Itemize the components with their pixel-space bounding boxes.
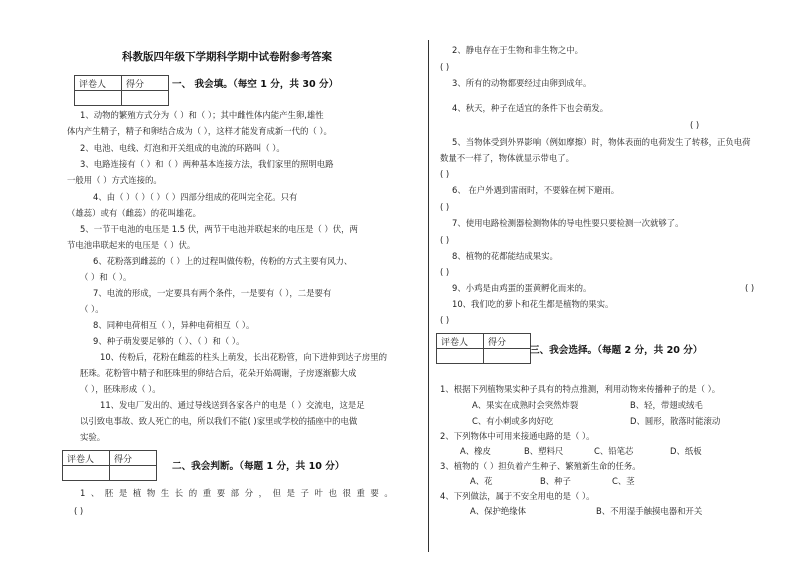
score-cell bbox=[484, 349, 531, 364]
answer-blank: ( ) bbox=[690, 120, 700, 130]
question-line: 一般用（ ）方式连接的。 bbox=[67, 175, 162, 185]
judge-question: 1、胚是植物生长的重要部分，但是子叶也很重要。 bbox=[80, 488, 399, 498]
answer-blank: ( ) bbox=[440, 235, 450, 245]
question-line: 节电池串联起来的电压是（ ）伏。 bbox=[67, 240, 196, 250]
judge-question: 6、 在户外遇到雷雨时，不要躲在树下避雨。 bbox=[452, 185, 620, 195]
question-line: 体内产生精子，精子和卵结合成为（ ），这样才能发育成新一代的（ ）。 bbox=[67, 126, 332, 136]
score-cell bbox=[110, 466, 157, 481]
reviewer-cell bbox=[437, 349, 484, 364]
reviewer-label: 评卷人 bbox=[437, 334, 484, 349]
judge-question: 10、我们吃的萝卜和花生都是植物的果实。 bbox=[452, 299, 614, 309]
choice-question: 4、下列做法，属于不安全用电的是（ ）。 bbox=[440, 491, 595, 501]
question-line: （ ）。 bbox=[80, 304, 104, 314]
score-box-2 bbox=[62, 450, 157, 481]
judge-question: 7、使用电路检测器检测物体的导电性要只要检测一次就够了。 bbox=[452, 218, 684, 228]
choice-option: B、塑料尺 bbox=[524, 446, 564, 456]
question-line: 5、一节干电池的电压是 1.5 伏，两节干电池并联起来的电压是（ ）伏，两 bbox=[80, 224, 358, 234]
score-label: 得分 bbox=[122, 76, 169, 91]
judge-question: 9、小鸡是由鸡蛋的蛋黄孵化而来的。 bbox=[452, 283, 592, 293]
question-line: 以引致电事故、致人死亡的电，所以我们不能( )家里或学校的插座中的电做 bbox=[80, 416, 358, 426]
question-line: 10、传粉后，花粉在雌蕊的柱头上萌发，长出花粉管，向下进伸到达子房里的 bbox=[100, 352, 388, 362]
choice-option: C、铅笔芯 bbox=[594, 446, 634, 456]
question-line: 实验。 bbox=[80, 432, 106, 442]
column-divider bbox=[428, 40, 429, 552]
choice-question: 1、根据下列植物果实种子具有的特点推测，利用动物来传播种子的是（ ）。 bbox=[440, 384, 721, 394]
choice-option: A、果实在成熟时会突然炸裂 bbox=[472, 400, 579, 410]
question-line: 2、电池、电线、灯泡和开关组成的电流的环路叫（ ）。 bbox=[80, 143, 285, 153]
answer-blank: ( ) bbox=[440, 202, 450, 212]
question-line: 6、花粉落到雌蕊的（ ）上的过程叫做传粉，传粉的方式主要有风力、 bbox=[93, 256, 353, 266]
question-line: 7、电流的形成，一定要具有两个条件，一是要有（ ），二是要有 bbox=[93, 288, 332, 298]
question-line: （雄蕊）或有（雌蕊）的花叫雄花。 bbox=[67, 208, 201, 218]
judge-question: 3、所有的动物都要经过由卵到成年。 bbox=[452, 78, 592, 88]
answer-blank: ( ) bbox=[440, 267, 450, 277]
choice-option: D、圆形，散落时能滚动 bbox=[630, 416, 721, 426]
question-line: （ ），胚珠形成（ ）。 bbox=[80, 384, 161, 394]
question-line: 11、发电厂发出的、通过导线送到各家各户的电是（ ）交流电，这是足 bbox=[100, 400, 365, 410]
question-line: 1、动物的繁殖方式分为（ ）和（ ）；其中雌性体内能产生卵,雄性 bbox=[80, 110, 324, 120]
page-title: 科教版四年级下学期科学期中试卷附参考答案 bbox=[122, 51, 332, 63]
choice-option: A、花 bbox=[470, 476, 493, 486]
score-label: 得分 bbox=[110, 451, 157, 466]
answer-blank: ( ) bbox=[440, 62, 450, 72]
score-box-1 bbox=[74, 75, 169, 106]
question-line: 4、由（ ）（ ）（ ）（ ）四部分组成的花叫完全花。只有 bbox=[93, 192, 298, 202]
section-one-heading: 一、 我会填。（每空 1 分，共 30 分） bbox=[172, 79, 339, 90]
section-three-heading: 三、我会选择。（每题 2 分，共 20 分） bbox=[530, 345, 703, 356]
answer-blank: ( ) bbox=[74, 506, 84, 516]
reviewer-cell bbox=[63, 466, 110, 481]
judge-question: 4、秋天，种子在适宜的条件下也会萌发。 bbox=[452, 103, 609, 113]
section-two-heading: 二、我会判断。（每题 1 分，共 10 分） bbox=[172, 461, 345, 472]
judge-question: 2、静电存在于生物和非生物之中。 bbox=[452, 45, 583, 55]
choice-option: A、橡皮 bbox=[460, 446, 491, 456]
judge-question: 数量不一样了，物体就显示带电了。 bbox=[440, 153, 574, 163]
judge-question: 5、当物体受到外界影响（例如摩擦）时，物体表面的电荷发生了转移，正负电荷 bbox=[452, 137, 751, 147]
choice-question: 2、下列物体中可用来接通电路的是（ ）。 bbox=[440, 431, 595, 441]
reviewer-label: 评卷人 bbox=[63, 451, 110, 466]
score-box-3 bbox=[436, 333, 531, 364]
score-label: 得分 bbox=[484, 334, 531, 349]
answer-blank: ( ) bbox=[440, 169, 450, 179]
choice-option: B、轻，带翅或绒毛 bbox=[630, 400, 703, 410]
question-line: 胚珠。花粉管中精子和胚珠里的卵结合后，花朵开始凋谢，子房逐渐膨大成 bbox=[80, 368, 357, 378]
choice-option: A、保护绝缘体 bbox=[470, 506, 526, 516]
answer-blank: ( ) bbox=[745, 283, 755, 293]
answer-blank: ( ) bbox=[440, 315, 450, 325]
choice-option: B、不用湿手触摸电器和开关 bbox=[596, 506, 703, 516]
choice-option: B、种子 bbox=[540, 476, 571, 486]
question-line: （ ）和（ ）。 bbox=[80, 272, 132, 282]
question-line: 8、同种电荷相互（ ），异种电荷相互（ ）。 bbox=[93, 320, 255, 330]
choice-question: 3、植物的（ ）担负着产生种子、繁殖新生命的任务。 bbox=[440, 461, 641, 471]
choice-option: C、有小刺或多肉好吃 bbox=[472, 416, 554, 426]
choice-option: D、纸板 bbox=[670, 446, 702, 456]
choice-option: C、茎 bbox=[612, 476, 635, 486]
question-line: 9、种子萌发要足够的（ ）、（ ）和（ ）。 bbox=[93, 336, 245, 346]
question-line: 3、电路连接有（ ）和（ ）两种基本连接方法，我们家里的照明电路 bbox=[80, 159, 334, 169]
reviewer-cell bbox=[75, 91, 122, 106]
score-cell bbox=[122, 91, 169, 106]
reviewer-label: 评卷人 bbox=[75, 76, 122, 91]
judge-question: 8、植物的花都能结成果实。 bbox=[452, 251, 558, 261]
